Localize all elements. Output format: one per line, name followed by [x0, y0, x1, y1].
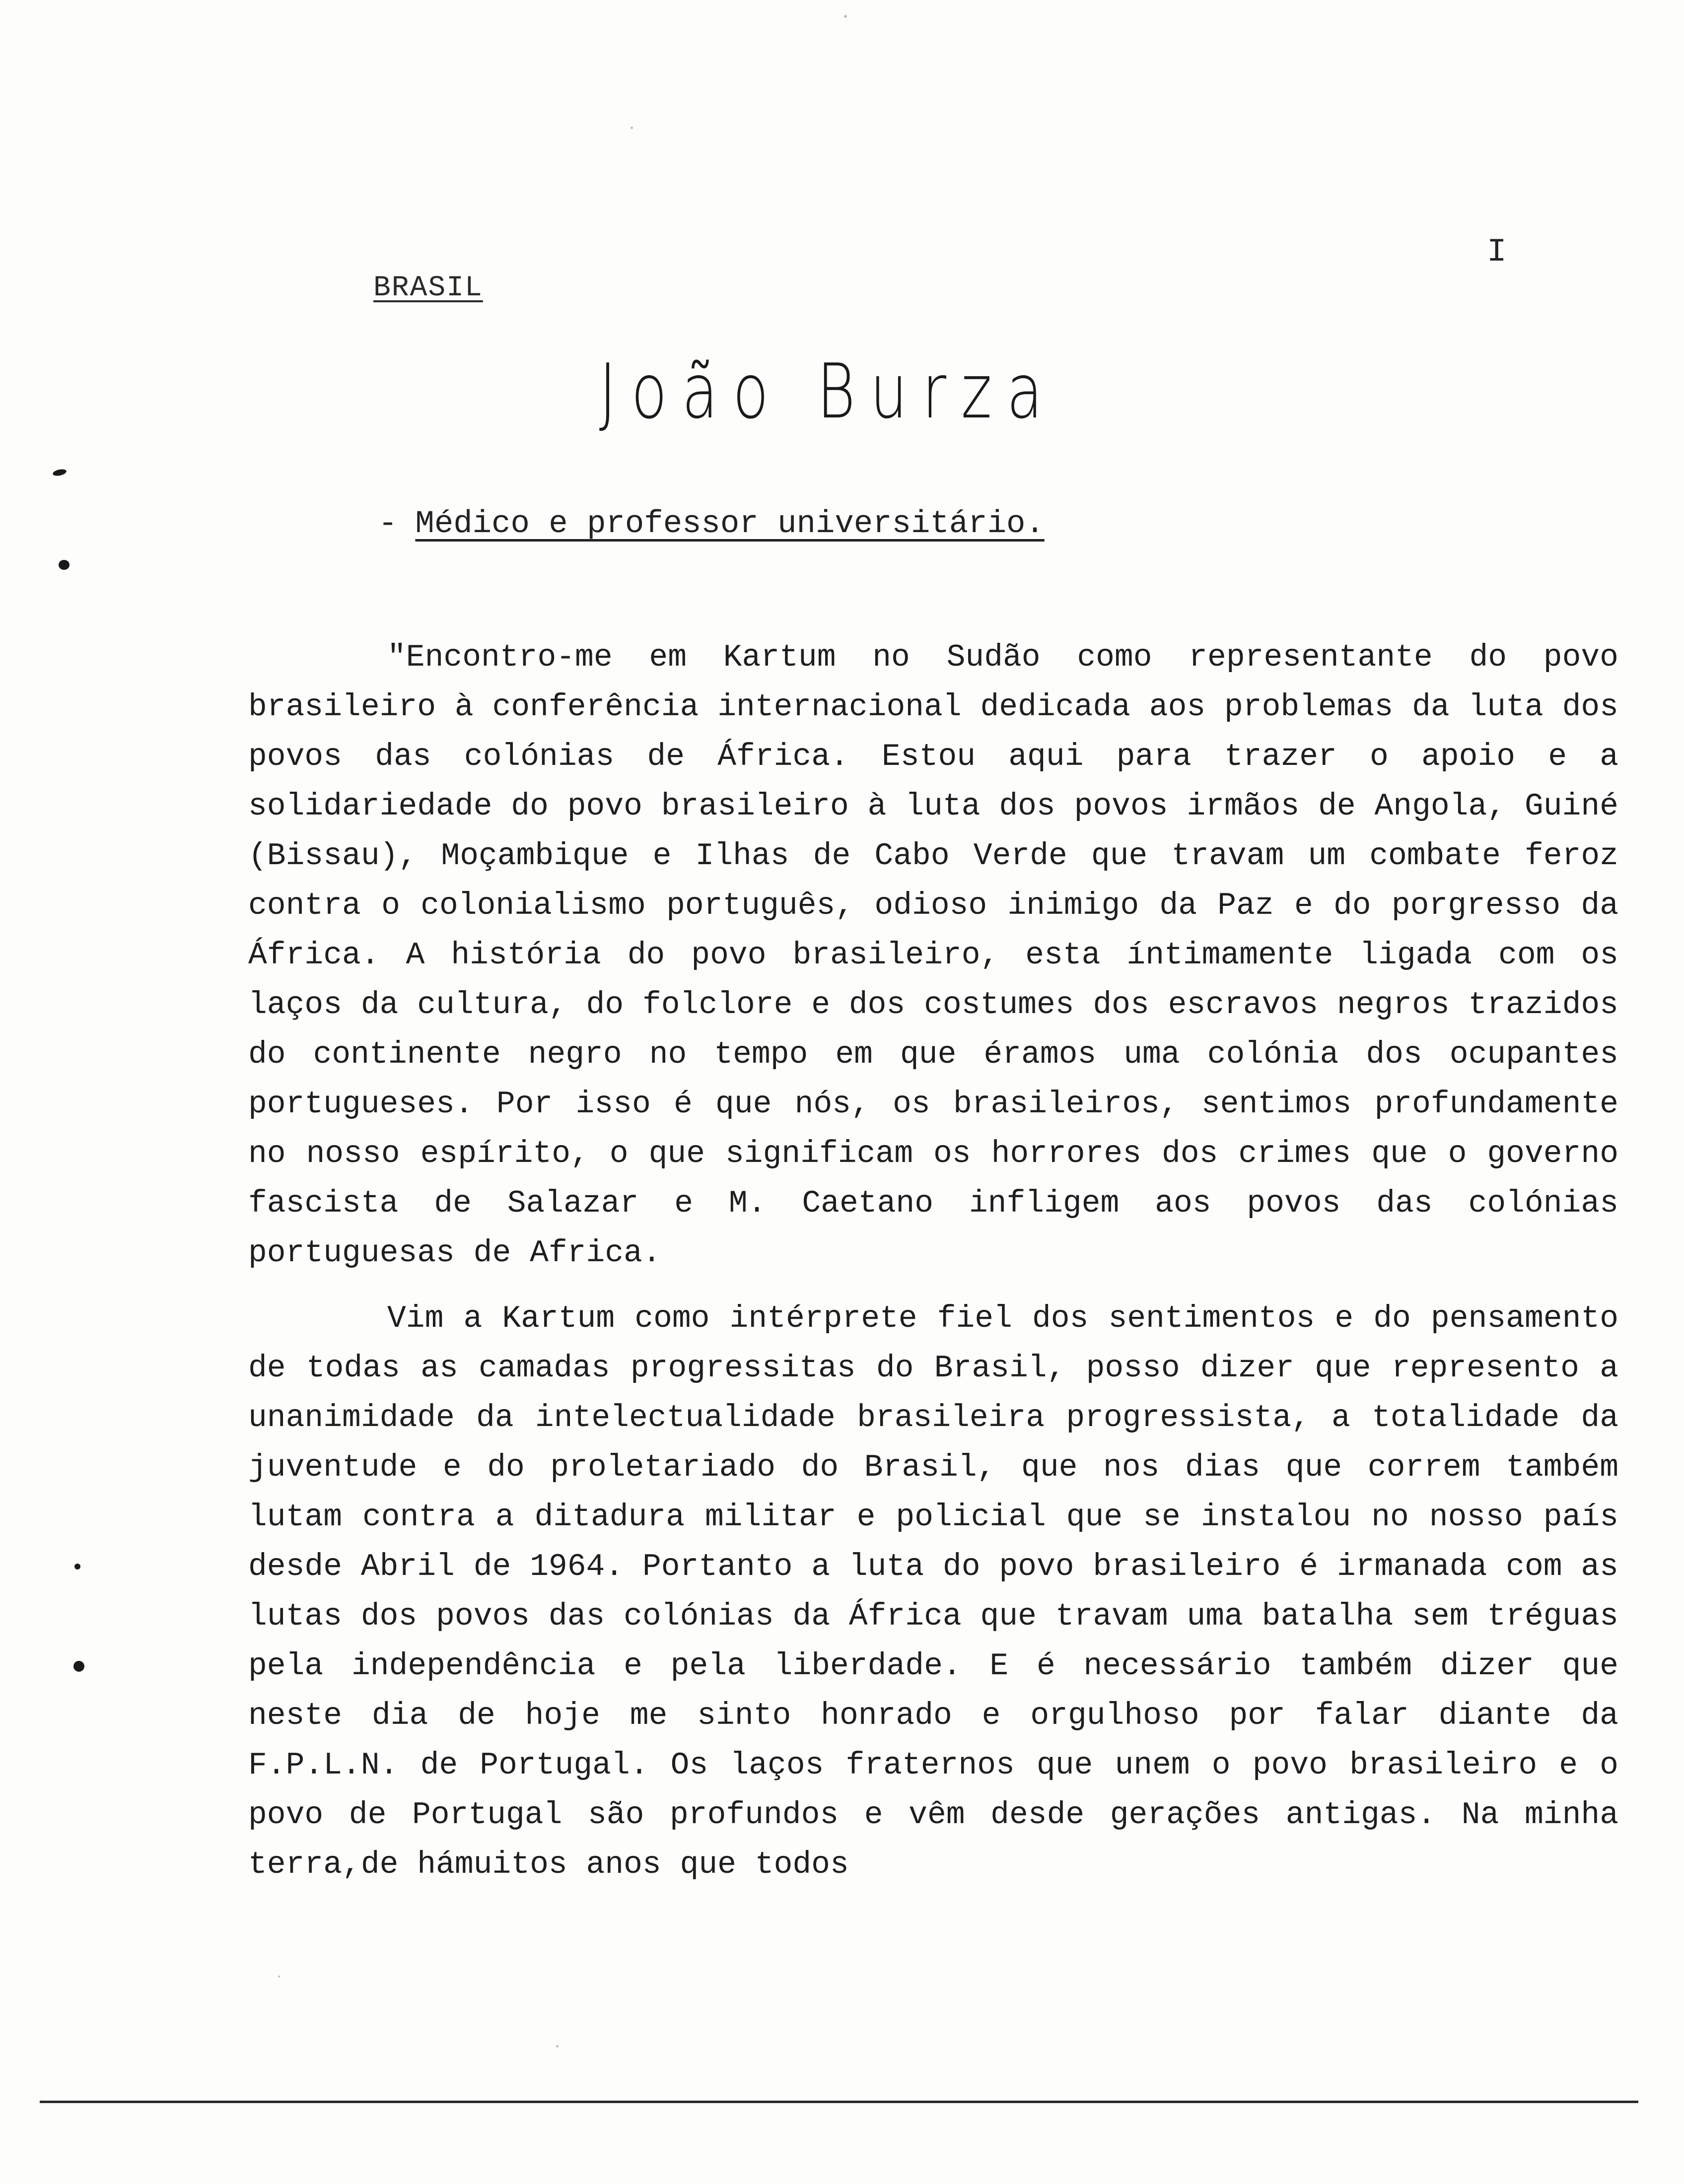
speaker-name: João Burza [599, 347, 1057, 435]
speaker-role [378, 506, 1045, 542]
role-dash: - [378, 506, 398, 542]
speech-paragraph-2: Vim a Kartum como intérprete fiel dos sentimentos e do pensamento de todas as camadas progressitas do Brasil, posso dizer que represento a unanimidade da intelectualidade brasileira progressista, a totalidade da juventude e do proletariado do Brasil, que nos dias que correm também lutam contra a ditadura militar e policial que se instalou no nosso país desde Abril de 1964. Portanto a luta do povo brasileiro é irmanada com as lutas dos povos das colónias da África que travam uma batalha sem tréguas pela independência e pela liberdade. E é necessário também dizer que neste dia de hoje me sinto honrado e orgulhoso por falar diante da F.P.L.N. de Portugal. Os laços fraternos que unem o povo brasileiro e o povo de Portugal são profundos e vêm desde gerações antigas. Na minha terra,de hámuitos anos que todos [248, 1301, 1618, 1882]
paper-speck [844, 15, 847, 18]
bottom-rule-line [40, 2101, 1638, 2103]
margin-punch-mark [73, 1661, 84, 1672]
country-heading: BRASIL [373, 272, 483, 304]
margin-punch-mark [59, 560, 70, 570]
paper-speck [631, 127, 633, 129]
margin-punch-mark [74, 1564, 80, 1570]
role-text: Médico e professor universitário. [415, 506, 1045, 542]
speech-body [248, 633, 1618, 1890]
paper-speck [278, 1976, 280, 1978]
paper-speck [556, 2045, 559, 2048]
page-number: I [1487, 233, 1507, 271]
margin-punch-mark [52, 468, 67, 477]
speech-paragraph-1: "Encontro-me em Kartum no Sudão como representante do povo brasileiro à conferência internacional dedicada aos problemas da luta dos povos das colónias de África. Estou aqui para trazer o apoio e a solidariedade do povo brasileiro à luta dos povos irmãos de Angola, Guiné (Bissau), Moçambique e Ilhas de Cabo Verde que travam um combate feroz contra o colonialismo português, odioso inimigo da Paz e do porgresso da África. A história do povo brasileiro, esta íntimamente ligada com os laços da cultura, do folclore e dos costumes dos escravos negros trazidos do continente negro no tempo em que éramos uma colónia dos ocupantes portugueses. Por isso é que nós, os brasileiros, sentimos profundamente no nosso espírito, o que significam os horrores dos crimes que o governo fascista de Salazar e M. Caetano infligem aos povos das colónias portuguesas de Africa. [248, 640, 1618, 1271]
